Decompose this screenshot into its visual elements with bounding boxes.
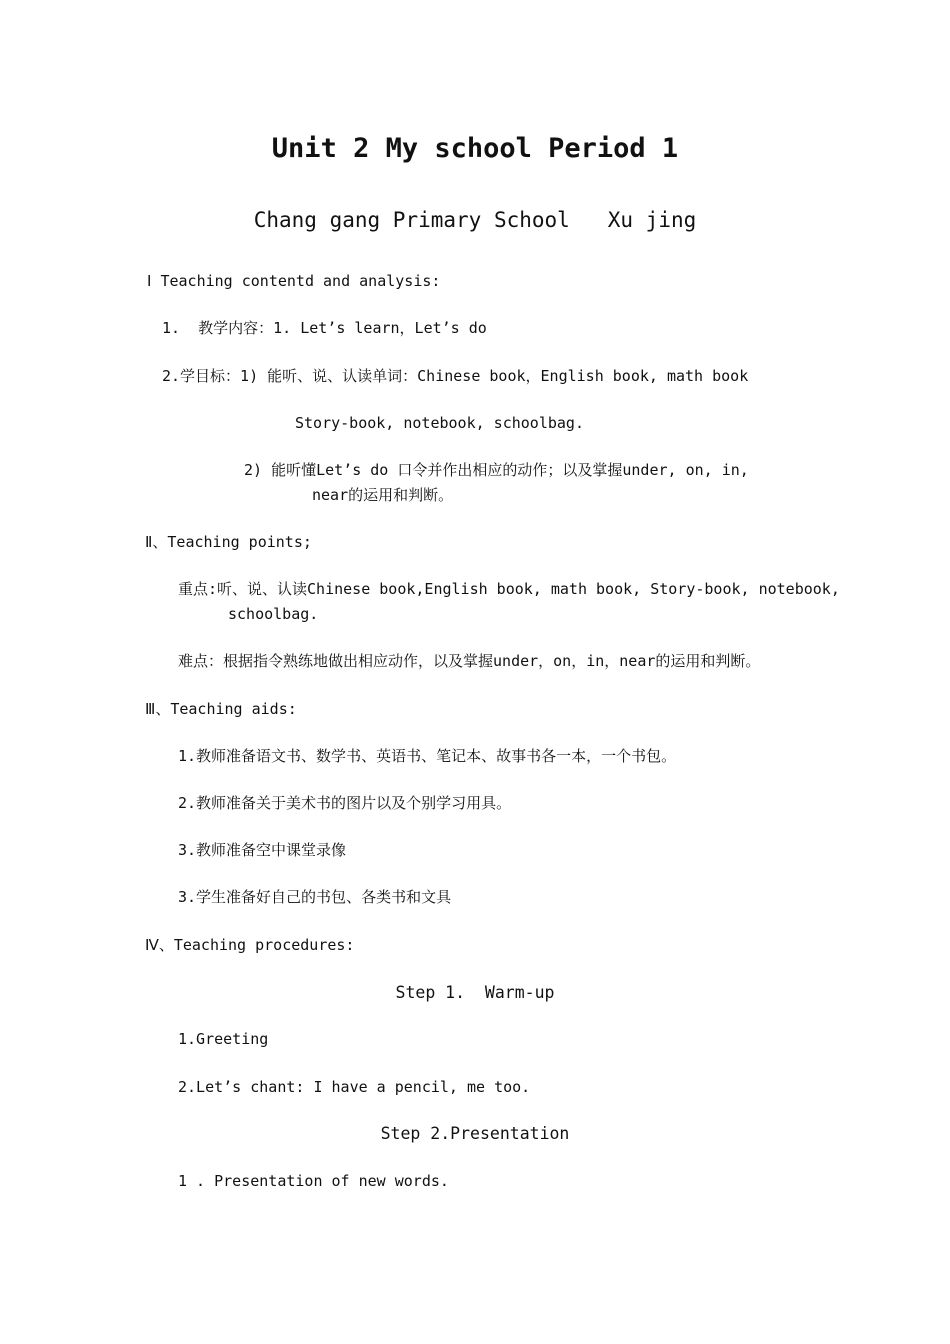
section-4-heading: Ⅳ、Teaching procedures: [145,936,355,954]
document-subtitle: Chang gang Primary School Xu jing [253,208,697,232]
section-1-item-3: 2) 能听懂Let’s do 口令并作出相应的动作；以及掌握under, on, in, [244,461,749,479]
section-2-key-points-cont: schoolbag. [228,605,319,623]
section-3-item-3: 3.教师准备空中课堂录像 [178,841,347,859]
step-2-heading: Step 2.Presentation [380,1124,570,1143]
document-title: Unit 2 My school Period 1 [271,133,679,164]
section-2-difficult-points: 难点：根据指令熟练地做出相应动作，以及掌握under，on，in，near的运用和判断。 [178,652,761,670]
step-2-item-1: 1 . Presentation of new words. [178,1172,449,1190]
step-1-heading: Step 1. Warm-up [395,983,555,1002]
section-1-item-2: 2.学目标：1) 能听、说、认读单词：Chinese book，English book, math book [162,367,749,385]
step-1-item-2: 2.Let’s chant: I have a pencil, me too. [178,1078,531,1096]
section-1-item-2-cont: Story-book, notebook, schoolbag. [295,414,584,432]
section-1-item-1: 1. 教学内容：1. Let’s learn，Let’s do [162,319,487,337]
section-2-key-points: 重点:听、说、认读Chinese book,English book, math book, Story-book, notebook, [178,580,840,598]
step-1-item-1: 1.Greeting [178,1030,269,1048]
section-3-item-2: 2.教师准备关于美术书的图片以及个别学习用具。 [178,794,512,812]
section-2-heading: Ⅱ、Teaching points; [145,533,312,551]
section-3-heading: Ⅲ、Teaching aids: [145,700,297,718]
section-3-item-4: 3.学生准备好自己的书包、各类书和文具 [178,888,452,906]
section-3-item-1: 1.教师准备语文书、数学书、英语书、笔记本、故事书各一本，一个书包。 [178,747,677,765]
section-1-item-3-cont: near的运用和判断。 [312,486,454,504]
section-1-heading: Ⅰ Teaching contentd and analysis: [147,272,441,290]
